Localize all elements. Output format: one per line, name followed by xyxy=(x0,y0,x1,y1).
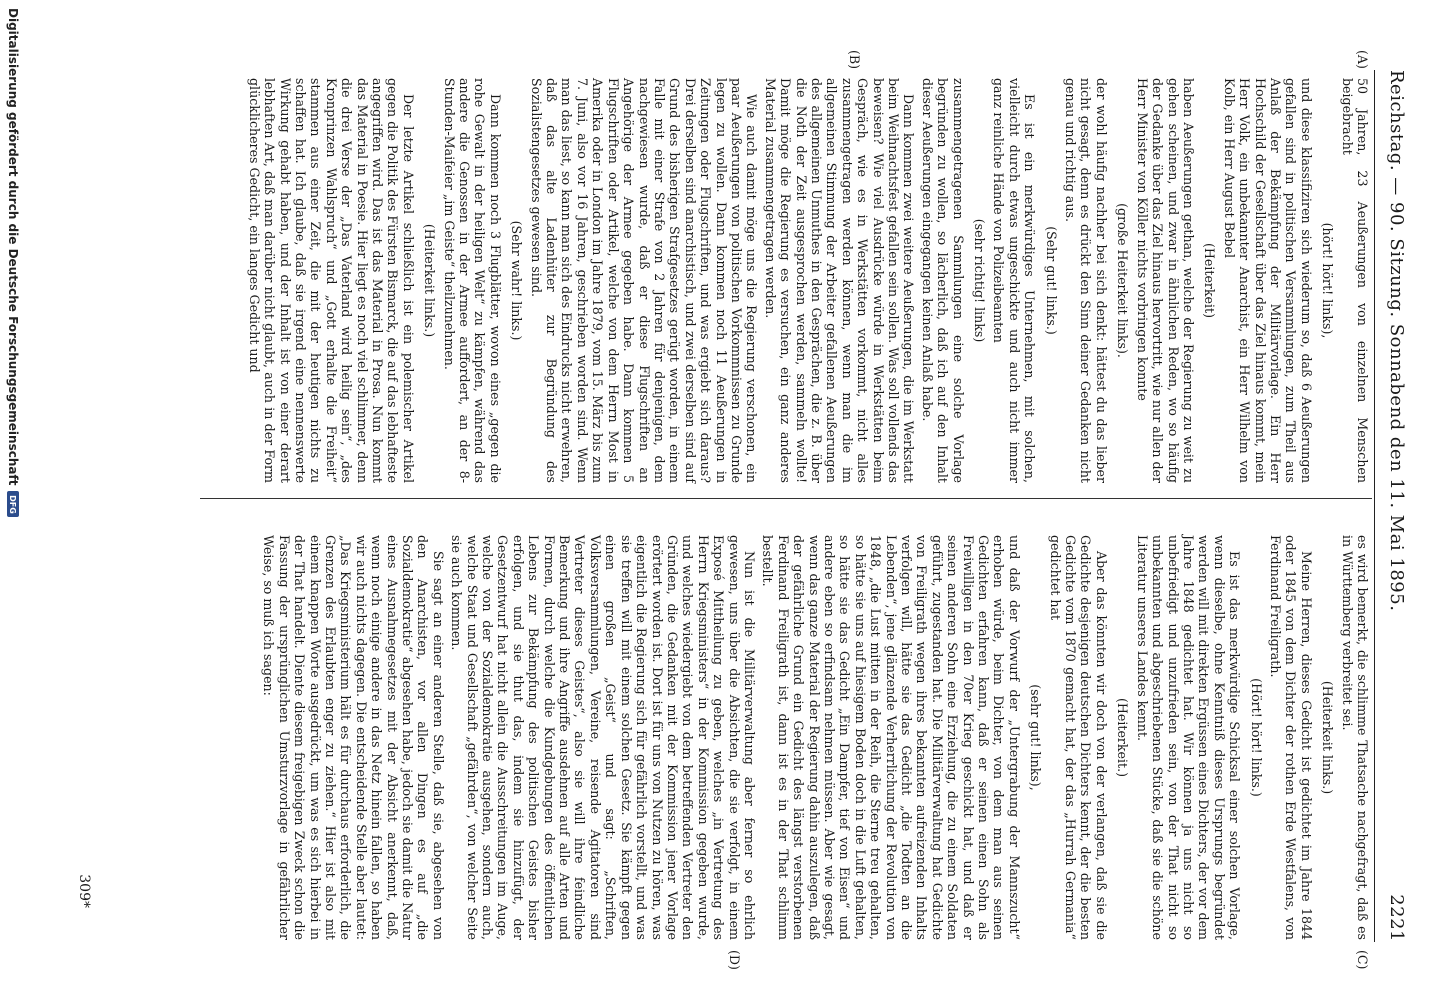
digitization-credit xyxy=(0,8,26,988)
credit-text: Digitalisierung gefördert durch die Deutsche Forschungsgemeinschaft xyxy=(6,8,20,486)
interjection: (Sehr wahr! links.) xyxy=(509,220,525,341)
margin-marker-d: (D) xyxy=(727,950,742,970)
interjection: (Heiterkeit links.) xyxy=(1320,680,1336,795)
interjection: (Sehr gut! links.) xyxy=(1043,226,1059,335)
paragraph: Der letzte Artikel schließlich ist ein polemischer Artikel gegen die Politik des Fürsten Bismarck, die auf das lebhafteste angegriffen wird. Das ist das Material in Prosa. Nun kommt das Material in Poesie. Hier liegt es noch viel schlimmer, denn die drei Verse der „Das Vaterland wird heilig sein“, „des Kronprinzen Wahlspruch“ und „Gott erhalte die Freiheit“ stammen aus einer Zeit, die mit der heutigen nichts zu schaffen hat. Ich glaube, daß sie irgend eine nennenswerte Wirkung gehabt haben, und der Inhalt ist von einer derart lebhaften Art, daß man darüber nicht glaubt, auch in der Form glücklicheres Gedicht, ein langes Gedicht und xyxy=(246,78,416,483)
margin-marker-a: (A) xyxy=(1355,50,1370,69)
paragraph: 50 Jahren, 23 Aeußerungen von einzelnen Menschen beigebracht xyxy=(1339,78,1370,483)
paragraph: und diese klassifiziren sich wiederum so, daß 6 Aeußerungen gefallen sind in politischen Versammlungen, zum Theil aus Anlaß der Bekämpfung der Militärvorlage. Ein Herr Hochschild der Gesellschaft über das Ziel hinaus kommt, mein Herr Volk, ein unbekannter Anarchist, ein Herr Wilhelm von Kolb, ein Herr August Bebel xyxy=(1221,78,1314,483)
dfg-logo-icon: DFG xyxy=(7,491,19,517)
paragraph: Aber das könnten wir doch von der verlangen, daß sie die Gedichte desjenigen deutschen Dichters kennt, der die besten Gedichte vom 1870 gemacht hat, der das „Hurrah Germania“ gedichtet hat xyxy=(1047,535,1109,940)
header-rule xyxy=(1374,70,1375,942)
column-divider xyxy=(200,498,1372,499)
paragraph: Meine Herren, dieses Gedicht ist gedichtet im Jahre 1844 oder 1845 von dem Dichter der rothen Erde Westfalens, von Ferdinand Freiligrath. xyxy=(1267,535,1314,940)
paragraph: es wird bemerkt, die schlimme Thatsache nachgefragt, daß es in Württemberg verbreitet sei. xyxy=(1339,535,1370,940)
margin-marker-c: (C) xyxy=(1355,950,1370,970)
interjection: (große Heiterkeit links). xyxy=(1115,203,1131,358)
interjection: (Heiterkeit) xyxy=(1202,243,1218,318)
paragraph: Dann kommen noch 3 Flugblätter, wovon eines „gegen die rohe Gewalt in der heiligen Welt“ zu kämpfen, während das andere die Genossen in der Armee auffordert, an der 8-Stunden-Maifeier „im Geiste“ theilzunehmen. xyxy=(441,78,503,483)
interjection: (Heiterkeit.) xyxy=(1115,698,1131,777)
interjection: (sehr gut! links), xyxy=(1028,684,1044,791)
paragraph: Es ist das merkwürdige Schicksal einer solchen Vorlage, wenn dieselbe, ohne Kenntniß dieses Ursprungs begründet werden will mit direkten Ergüssen eines Dichters, der vor dem Jahre 1848 gedichtet hat. Wir können ja uns nicht so unbefriedigt und unzufrieden sein, von der That nicht so unbekannten und abgeschriebenen Stücke, daß sie die schöne Literatur unseres Landes kennt. xyxy=(1134,535,1243,940)
paragraph: Nun ist die Militärverwaltung aber ferner so ehrlich gewesen, uns über die Absichten, die sie verfolgt, in einem Exposé Mittheilung zu geben, welches „in Vertretung des Herrn Kriegsministers“ in der Kommission gegeben wurde, und welches wiedergiebt von dem betreffenden Vertreter den Gründen, die Gedanken mit der Kommission jener Vorlage erörtert worden ist. Dort ist für uns von Nutzen zu hören, was eigentlich die Regierung sich für gefährlich vorstellt, und was sie treffen will mit einem solchen Gesetz. Sie kämpft gegen einen großen „Geist“ und sagt: „Schriften, Volksversammlungen, Vereine, reisende Agitatoren sind Vertreter dieses Geistes“, also sie will ihre feindliche Bemerkung und ihre Angriffe ausdehnen auf alle Arten und Formen, durch welche die Kundgebungen des öffentlichen Lebens zur Bekämpfung des politischen Geistes bisher erfolgen, und sie thut das, indem sie hinzufügt, der Gesetzentwurf hat nicht allein die Ausschreitungen im Auge, welche von der Sozialdemokratie ausgehen, sondern auch, welche Staat und Gesellschaft „gefährden“, von welcher Seite sie auch kommen. xyxy=(449,535,757,940)
left-column xyxy=(243,78,1370,483)
paragraph: Sie sagt an einer anderen Stelle, daß sie, abgesehen von den Anarchisten, vor allen Dingen es auf „die Sozialdemokratie“ abgesehen habe, jedoch sie damit die Natur eines Ausnahmegesetzes mit der Absicht anerkennt, daß, wenn noch einige andere in das Netz hinein fallen, so haben wir auch nichts dagegen. Die entscheidende Stelle aber lautet: „Das Kriegsministerium hält es für durchaus erforderlich, die Grenzen des Erlaubten enger zu ziehen.“ Hier ist also mit einem knappen Worte ausgedrückt, um was es sich hierbei in der That handelt. Diente diesem freigebigen Zweck schon die Fassung der ursprünglichen Umsturzvorlage in gefährlicher Weise, so muß ich sagen: xyxy=(261,535,446,940)
header-title: Reichstag. — 90. Sitzung. Sonnabend den 11. Mai 1895. xyxy=(1386,70,1408,612)
right-column xyxy=(258,535,1370,940)
paragraph: und daß der Vorwurf der „Untergrabung der Mannszucht“ erhoben würde, beim Dichter, von dem man aus seinen Gedichten erfahren kann, daß er seinen einen Sohn als Freiwilligen in den 70er Krieg geschickt hat, und daß er seinen anderen Sohn eine Erziehung, die zu einem Soldaten geführt, zugestanden hat. Die Militärverwaltung hat Gedichte von Freiligrath wegen ihres bekannten aufreizenden Inhalts verfolgen will, hätte sie das Gedicht „die Todten an die Lebenden“, jene glänzende Verherrlichung der Revolution von 1848, „die Lust mitten in der Reih, die Sterne treu gehalten, so hätte sie uns auf hiesigem Boden doch in die Luft gehalten, so hätte sie das Gedicht „Ein Dampfer, tief von Eisen“ und andere eben so erfindsam nehmen müssen. Aber wie gesagt, wenn das ganze Material der Regierung dahin auszulegen, daß der gefährliche Grund ein Gedicht des längst verstorbenen Ferdinand Freiligrath ist, dann ist es in der That schlimm bestellt. xyxy=(760,535,1022,940)
interjection: (Hört! hört! links.) xyxy=(1248,678,1264,797)
paragraph: Es ist ein merkwürdiges Unternehmen, mit solchen, vielleicht durch etwas ungeschickte und auch nicht immer ganz reinliche Hände von Polizeibeamten xyxy=(991,78,1038,483)
margin-marker-b: (B) xyxy=(847,50,862,70)
signature-mark: 309* xyxy=(76,874,92,908)
paragraph: Wie auch damit möge uns die Regierung verschonen, ein paar Aeußerungen von politischen Vorkommnissen zu Grunde legen zu wollen. Dann kommen noch 11 Aeußerungen in Zeitungen oder Flugschriften, und was ergiebt sich daraus? Drei derselben sind anarchistisch, und zwei derselben sind auf Grund des bisherigen Strafgesetzes gerügt worden, in einem Falle mit einer Strafe von 2 Jahren für denjenigen, dem nachgewiesen wurde, daß er diese Flugschriften an Angehörige der Armee gegeben habe. Dann kommen 5 Flugschriften oder Artikel, welche von dem Herrn Most in Amerika oder in London im Jahre 1879, vom 15. März bis zum 7. Juni, also vor 16 Jahren, geschrieben worden sind. Wenn man das liest, so kann man sich des Eindrucks nicht erwehren, daß das alte Ladenhüter zur Begründung des Sozialistengesetzes gewesen sind. xyxy=(528,78,760,483)
interjection: (sehr richtig! links) xyxy=(972,218,988,343)
interjection: (hört! hört! links), xyxy=(1320,222,1336,339)
paragraph: der wohl häufig nachher bei sich denkt: hättest du das lieber nicht gesagt, denn es drückt den Sinn deiner Gedanken nicht genau und richtig aus. xyxy=(1063,78,1109,483)
paragraph: Dann kommen zwei weitere Aeußerungen, die im Werkstatt beim Weihnachtsfest gefallen sein sollen. Was soll vollends das beweisen? Wie viel Ausdrücke würde in Werkstätten beim Gespräch, wie es in Werkstätten vorkommt, nicht alles zusammengetragen werden können, wenn man die im allgemeinen Stimmung der Arbeiter gefallenen Aeußerungen des allgemeinen Unmuthes in den Gesprächen, die z. B. über die Noth der Zeit ausgesprochen werden, sammeln wollte! Damit möge die Regierung es versuchen, ein ganz anderes Material zusammengetragen werden. xyxy=(762,78,917,483)
page-header xyxy=(1380,70,1414,942)
page-number: 2221 xyxy=(1386,894,1408,942)
paragraph: haben Aeußerungen gethan, welche der Regierung zu weit zu gehen scheinen, und zwar in ähnlichen Reden, wo so häufig der Gedanke über das Ziel hinaus hervortritt, wie nur allen der Herr Minister von Köller nichts vorbringen konnte xyxy=(1134,78,1196,483)
paragraph: zusammengetragenen Sammlungen eine solche Vorlage begründen zu wollen, so lächerlich, daß ich auf den Inhalt dieser Aeußerungen eingegangen keinen Anlaß habe. xyxy=(919,78,966,483)
interjection: (Heiterkeit links.) xyxy=(422,223,438,338)
